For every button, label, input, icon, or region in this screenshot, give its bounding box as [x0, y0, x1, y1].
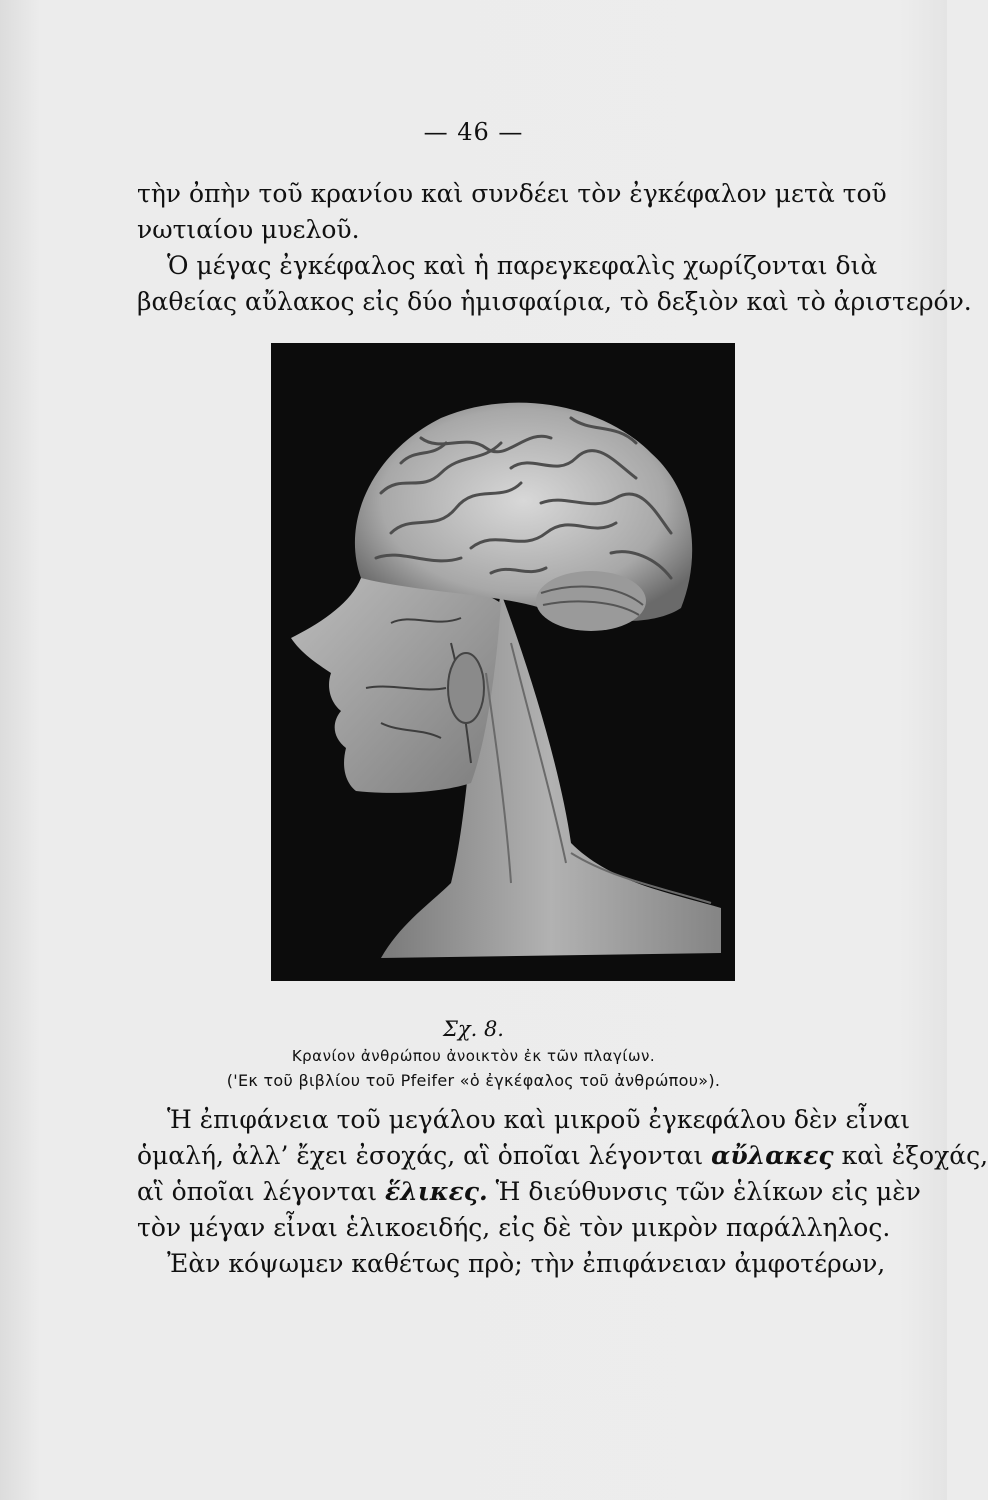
text-line: [137, 1138, 988, 1174]
text-line: βαθείας αὔλακος εἰς δύο ἡμισφαίρια, τὸ δεξιὸν καὶ τὸ ἀριστερόν.: [137, 287, 972, 316]
paragraph-top: [137, 176, 972, 320]
brain-head-illustration: [271, 343, 735, 981]
text-line: [137, 1174, 921, 1210]
text-segment: καὶ ἐξοχάς,: [833, 1141, 988, 1170]
figure-label: Σχ. 8.: [443, 1017, 504, 1041]
paragraph-bottom: [137, 1102, 988, 1282]
text-line: Ἡ ἐπιφάνεια τοῦ μεγάλου καὶ μικροῦ ἐγκεφάλου δὲν εἶναι: [167, 1105, 911, 1134]
figure-source: ('Εκ τοῦ βιβλίου τοῦ Pfeifer «ὁ ἐγκέφαλος τοῦ ἀνθρώπου»).: [226, 1071, 721, 1090]
figure-caption: Κρανίον ἀνθρώπου ἀνοικτὸν ἐκ τῶν πλαγίων.: [291, 1047, 656, 1065]
text-line: τὸν μέγαν εἶναι ἑλικοειδής, εἰς δὲ τὸν μικρὸν παράλληλος.: [137, 1213, 891, 1242]
text-line: Ἐὰν κόψωμεν καθέτως πρὸ; τὴν ἐπιφάνειαν ἀμφοτέρων,: [167, 1249, 886, 1278]
text-segment: αἳ ὁποῖαι λέγονται: [137, 1177, 386, 1206]
page-number: — 46 —: [423, 118, 524, 146]
emphasized-term: ἕλικες.: [385, 1177, 488, 1206]
text-segment: ὁμαλή, ἀλλ’ ἔχει ἐσοχάς, αἳ ὁποῖαι λέγονται: [137, 1141, 712, 1170]
text-segment: Ἡ διεύθυνσις τῶν ἑλίκων εἰς μὲν: [487, 1177, 921, 1206]
text-line: νωτιαίου μυελοῦ.: [137, 215, 360, 244]
text-line: Ὁ μέγας ἐγκέφαλος καὶ ἡ παρεγκεφαλὶς χωρίζονται διὰ: [167, 251, 878, 280]
emphasized-term: αὔλακες: [711, 1141, 834, 1170]
head-profile-drawing: [271, 343, 735, 981]
text-line: τὴν ὀπὴν τοῦ κρανίου καὶ συνδέει τὸν ἐγκέφαλον μετὰ τοῦ: [137, 179, 887, 208]
